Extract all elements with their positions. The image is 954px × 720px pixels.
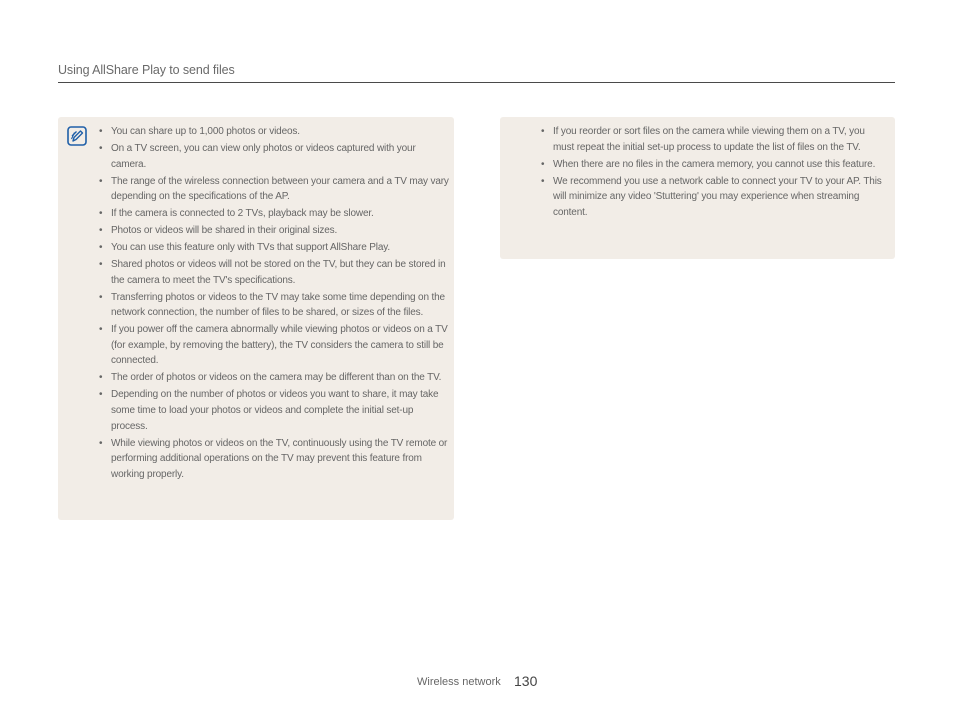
- note-list-left: [99, 124, 449, 484]
- note-pencil-icon: [67, 126, 87, 146]
- list-item: • You can use this feature only with TVs that support AllShare Play.: [99, 240, 449, 256]
- list-item: • The range of the wireless connection between your camera and a TV may vary depending on the specifications of the AP.: [99, 174, 449, 205]
- list-item: • When there are no files in the camera memory, you cannot use this feature.: [541, 157, 886, 173]
- list-item: • The order of photos or videos on the camera may be different than on the TV.: [99, 370, 449, 386]
- list-item: • On a TV screen, you can view only photos or videos captured with your camera.: [99, 141, 449, 172]
- list-item: • While viewing photos or videos on the TV, continuously using the TV remote or performing additional operations on the TV may prevent this feature from working properly.: [99, 436, 449, 483]
- list-item: • If you power off the camera abnormally while viewing photos or videos on a TV (for example, by removing the battery), the TV considers the camera to still be connected.: [99, 322, 449, 369]
- page-header-title: Using AllShare Play to send files: [58, 63, 235, 77]
- list-item: • If the camera is connected to 2 TVs, playback may be slower.: [99, 206, 449, 222]
- list-item: • Photos or videos will be shared in their original sizes.: [99, 223, 449, 239]
- list-item: • Depending on the number of photos or videos you want to share, it may take some time to load your photos or videos and complete the initial set-up process.: [99, 387, 449, 434]
- list-item: • We recommend you use a network cable to connect your TV to your AP. This will minimize any video 'Stuttering' you may experience when streaming content.: [541, 174, 886, 221]
- page-header: [58, 62, 895, 83]
- list-item: • Transferring photos or videos to the TV may take some time depending on the network connection, the number of files to be shared, or sizes of the files.: [99, 290, 449, 321]
- page-footer: [410, 672, 550, 692]
- page-number: 130: [514, 673, 538, 689]
- footer-section-name: Wireless network: [417, 676, 501, 688]
- note-box-right: [500, 117, 895, 259]
- note-list-right: [541, 124, 886, 222]
- list-item: • Shared photos or videos will not be stored on the TV, but they can be stored in the camera to meet the TV's specifications.: [99, 257, 449, 288]
- note-box-left: [58, 117, 454, 520]
- list-item: • If you reorder or sort files on the camera while viewing them on a TV, you must repeat the initial set-up process to update the list of files on the TV.: [541, 124, 886, 155]
- list-item: • You can share up to 1,000 photos or videos.: [99, 124, 449, 140]
